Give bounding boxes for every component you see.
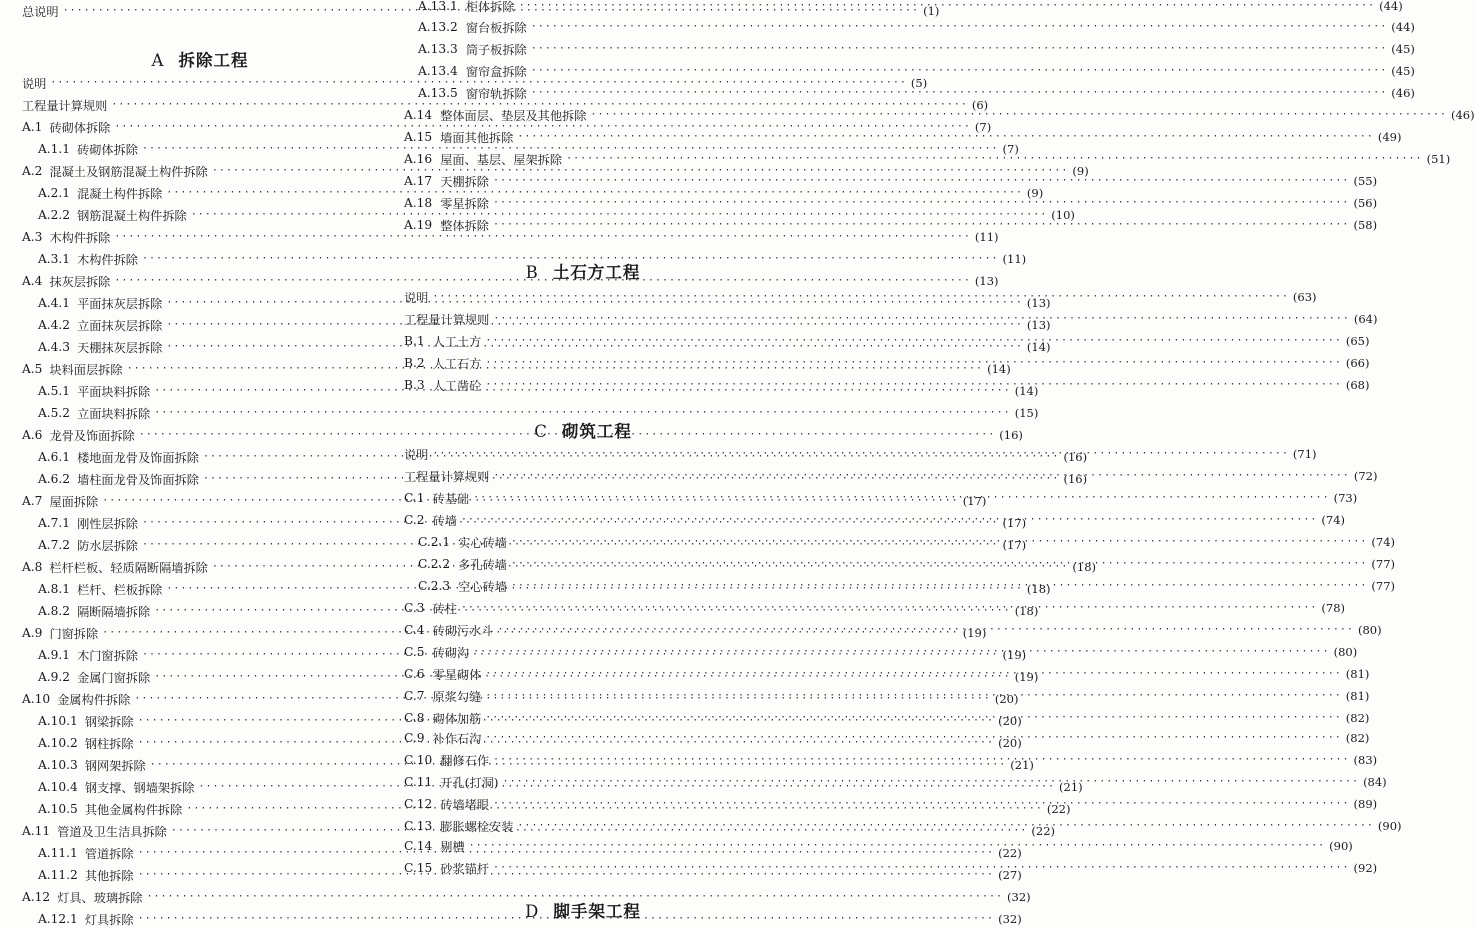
entry-title: 砖砌污水斗 [432,623,494,638]
leader-dots [493,858,1350,878]
entry-number: C.13 [404,819,433,833]
page-number: (15) [1014,406,1039,420]
entry-number: C.2 [404,513,425,527]
toc-entry [404,193,1378,213]
page-number: (22) [998,846,1022,860]
entry-number: C.8 [404,711,425,725]
page-number: (14) [1014,384,1039,398]
entry-number: A.1 [22,120,43,134]
entry-title: 栏杆栏板、轻质隔断隔墙拆除 [49,560,208,575]
section-heading [404,418,762,442]
entry-title: 立面块料拆除 [77,406,151,421]
entry-number: A.10 [22,692,51,706]
entry-title: 补作石沟 [432,731,482,746]
entry-title: 人工凿砼 [432,378,482,393]
leader-dots [511,554,1368,574]
entry-title: 龙骨及饰面拆除 [49,428,135,443]
page-number: (44) [1379,0,1403,13]
entry-number: A.13.3 [418,42,458,56]
page-number: (90) [1329,839,1353,853]
entry-title: 混凝土及钢筋混凝土构件拆除 [49,164,208,179]
section-letter: D [525,902,540,921]
page-number: (16) [999,428,1023,442]
leader-dots [531,83,1388,103]
page-number: (49) [1377,130,1402,144]
entry-number: C.3 [404,601,425,615]
leader-dots [531,39,1388,59]
entry-title: 原浆勾缝 [432,689,482,704]
page-number: (32) [1007,890,1031,904]
leader-dots [485,331,1342,351]
page-number: (64) [1353,312,1378,326]
leader-dots [485,708,1342,728]
entry-title: 钢网架拆除 [84,758,146,773]
page-number: (45) [1391,42,1415,56]
page-number: (72) [1353,469,1378,483]
entry-number: A.15 [404,130,433,144]
entry-title: 灯具、玻璃拆除 [57,890,143,905]
leader-dots [473,642,1330,662]
entry-number: A.5.2 [38,406,71,420]
entry-title: 剔槽 [440,839,465,854]
leader-dots [461,510,1318,530]
page-number: (82) [1345,731,1370,745]
entry-title: 砖墙 [432,513,457,528]
entry-title: 零星砌体 [432,667,482,682]
page-number: (68) [1345,378,1370,392]
leader-dots [497,620,1354,640]
entry-title: 柜体拆除 [465,0,515,14]
entry-number: A.13.5 [418,86,458,100]
entry-number: A.9.1 [38,648,71,662]
page-number: (58) [1353,218,1378,232]
entry-title: 窗帘盒拆除 [465,64,527,79]
section-letter: A [151,51,165,70]
page-number: (14) [1026,340,1051,354]
entry-number: 说明 [22,76,47,91]
page-number: (21) [1059,780,1083,794]
page-number: (81) [1345,667,1370,681]
section-title: 土石方工程 [552,263,641,282]
leader-dots [493,309,1350,329]
entry-number: 总说明 [22,4,59,19]
page-number: (20) [998,736,1022,750]
page-number: (80) [1357,623,1382,637]
entry-title: 钢柱拆除 [84,736,134,751]
entry-title: 砖柱 [432,601,457,616]
entry-number: A.8 [22,560,43,574]
page-number: (83) [1353,753,1378,767]
entry-title: 砖砌沟 [432,645,470,660]
entry-title: 空心砖墙 [458,579,507,594]
entry-number: A.4 [22,274,43,288]
entry-title: 抹灰层拆除 [49,274,111,289]
entry-number: A.9.2 [38,670,71,684]
leader-dots [469,836,1326,856]
entry-number: A.6.2 [38,472,71,486]
page-number: (14) [987,362,1011,376]
leader-dots [503,772,1360,792]
leader-dots [519,0,1376,16]
entry-number: C.5 [404,645,425,659]
toc-entry [22,403,1039,423]
toc-entry [404,61,1415,81]
leader-dots [485,728,1342,748]
leader-dots [493,466,1350,486]
entry-number: C.12 [404,797,433,811]
entry-title: 金属门窗拆除 [77,670,151,685]
page-number: (90) [1377,819,1402,833]
section-heading [22,47,378,71]
entry-number: A.6.1 [38,450,71,464]
section-title: 砌筑工程 [561,422,632,441]
entry-title: 砖基础 [432,491,470,506]
entry-title: 砌体加筋 [432,711,482,726]
entry-number: A.3.1 [38,252,71,266]
entry-title: 栏杆、栏板拆除 [77,582,163,597]
leader-dots [473,488,1330,508]
page-number: (7) [974,120,992,134]
entry-number: C.6 [404,667,425,681]
page-number: (27) [998,868,1022,882]
leader-dots [493,215,1350,235]
entry-title: 开孔(打洞) [440,775,499,790]
entry-number: C.1 [404,491,425,505]
page-number: (19) [1014,670,1039,684]
entry-number: A.10.3 [38,758,78,772]
leader-dots [432,287,1289,307]
page-number: (20) [998,714,1022,728]
entry-title: 平面块料拆除 [77,384,151,399]
entry-number: A.4.3 [38,340,71,354]
entry-title: 屋面、基层、屋架拆除 [440,152,563,167]
toc-entry [404,105,1475,125]
entry-number: C.7 [404,689,425,703]
page-number: (18) [1026,582,1051,596]
page-number: (22) [1046,802,1071,816]
page-number: (20) [994,692,1019,706]
entry-number: A.9 [22,626,43,640]
entry-number: C.11 [404,775,433,789]
entry-title: 隔断隔墙拆除 [77,604,151,619]
leader-dots [485,375,1342,395]
page-number: (89) [1353,797,1378,811]
page-number: (6) [971,98,989,112]
page-number: (17) [962,494,987,508]
entry-title: 窗帘轨拆除 [465,86,527,101]
page-number: (16) [1063,450,1088,464]
entry-number: A.14 [404,108,433,122]
entry-number: C.10 [404,753,433,767]
entry-title: 人工土方 [432,334,482,349]
leader-dots [590,105,1447,125]
page-number: (74) [1321,513,1346,527]
leader-dots [493,193,1350,213]
entry-title: 钢梁拆除 [84,714,134,729]
page-number: (80) [1333,645,1358,659]
entry-number: C.9 [404,731,425,745]
section-title: 拆除工程 [178,51,249,70]
entry-number: A.8.2 [38,604,71,618]
entry-number: A.10.4 [38,780,78,794]
entry-title: 实心砖墙 [458,535,507,550]
entry-number: A.18 [404,196,433,210]
entry-number: C.14 [404,839,433,853]
section-letter: C [534,422,548,441]
page-number: (66) [1345,356,1370,370]
entry-title: 刚性层拆除 [77,516,138,531]
entry-number: A.10.5 [38,802,78,816]
leader-dots [485,353,1342,373]
entry-title: 零星拆除 [440,196,489,211]
leader-dots [485,664,1342,684]
page-number: (11) [1002,252,1027,266]
entry-title: 立面抹灰层拆除 [77,318,163,333]
entry-number: B.3 [404,378,425,392]
entry-title: 管道拆除 [84,846,134,861]
entry-title: 木构件拆除 [49,230,111,245]
page-number: (18) [1072,560,1096,574]
leader-dots [531,61,1388,81]
entry-number: A.13.1 [418,0,458,13]
section-heading [404,898,762,922]
page-number: (92) [1353,861,1378,875]
toc-entry [22,227,999,247]
entry-number: A.11 [22,824,51,838]
page-number: (7) [1002,142,1019,156]
entry-number: A.13.2 [418,20,458,34]
entry-title: 金属构件拆除 [57,692,131,707]
entry-title: 块料面层拆除 [49,362,123,377]
page-number: (22) [1031,824,1055,838]
page-number: (19) [1002,648,1027,662]
entry-number: C.4 [404,623,425,637]
entry-title: 管道及卫生洁具拆除 [57,824,167,839]
page-number: (44) [1391,20,1415,34]
entry-title: 木门窗拆除 [77,648,138,663]
entry-title: 整体面层、垫层及其他拆除 [440,108,587,123]
leader-dots [432,444,1289,464]
entry-title: 钢支撑、钢墙架拆除 [84,780,195,795]
page-number: (71) [1292,447,1317,461]
page-number: (45) [1391,64,1415,78]
entry-number: C.15 [404,861,433,875]
entry-number: A.2.1 [38,186,71,200]
toc-entry [404,39,1415,59]
entry-number: A.8.1 [38,582,71,596]
entry-title: 窗台板拆除 [465,20,527,35]
entry-number: A.5 [22,362,43,376]
page-number: (51) [1426,152,1451,166]
entry-title: 灯具拆除 [84,912,134,927]
page-number: (11) [974,230,999,244]
entry-number: A.11.1 [38,846,78,860]
entry-number: A.7.2 [38,538,71,552]
page-number: (16) [1063,472,1088,486]
leader-dots [511,532,1368,552]
leader-dots [566,149,1423,169]
entry-title: 整体拆除 [440,218,489,233]
entry-number: B.2 [404,356,425,370]
leader-dots [531,17,1388,37]
entry-title: 门窗拆除 [49,626,99,641]
page-number: (19) [962,626,987,640]
entry-title: 其他金属构件拆除 [84,802,183,817]
page-number: (73) [1333,491,1358,505]
entry-title: 其他拆除 [84,868,134,883]
toc-entry [404,17,1415,37]
leader-dots [517,127,1374,147]
entry-title: 楼地面龙骨及饰面拆除 [77,450,199,465]
section-title: 脚手架工程 [553,902,641,921]
entry-number: B.1 [404,334,425,348]
page-number: (13) [1026,296,1051,310]
page-number: (55) [1353,174,1378,188]
entry-title: 砖墙堵眼 [440,797,490,812]
page-number: (13) [1026,318,1051,332]
entry-number: A.1.1 [38,142,71,156]
entry-number: A.10.2 [38,736,78,750]
entry-title: 墙面其他拆除 [440,130,514,145]
page-number: (63) [1292,290,1317,304]
entry-number: A.12 [22,890,51,904]
entry-number: A.2.2 [38,208,71,222]
entry-number: A.3 [22,230,43,244]
leader-dots [493,750,1350,770]
entry-number: A.7.1 [38,516,71,530]
entry-title: 墙柱面龙骨及饰面拆除 [77,472,199,487]
page-number: (46) [1391,86,1415,100]
page-number: (9) [1072,164,1089,178]
entry-number: C.2.3 [418,579,451,593]
entry-title: 翻修石作 [440,753,490,768]
entry-title: 膨胀螺栓安装 [440,819,514,834]
page-number: (46) [1450,108,1475,122]
toc-entry [404,171,1378,191]
entry-title: 混凝土构件拆除 [77,186,163,201]
leader-dots [461,598,1318,618]
leader-dots [511,576,1368,596]
entry-number: A.16 [404,152,433,166]
entry-title: 屋面拆除 [49,494,99,509]
entry-number: A.4.1 [38,296,71,310]
entry-title: 平面抹灰层拆除 [77,296,163,311]
entry-title: 木构件拆除 [77,252,138,267]
entry-title: 砖砌体拆除 [49,120,111,135]
page-number: (77) [1371,579,1396,593]
page-number: (17) [1002,516,1027,530]
toc-entry [404,0,1403,16]
entry-title: 多孔砖墙 [458,557,507,572]
entry-title: 天棚抹灰层拆除 [77,340,163,355]
entry-title: 筒子板拆除 [465,42,527,57]
entry-number: A.7 [22,494,43,508]
page-number: (81) [1345,689,1370,703]
page-number: (13) [974,274,999,288]
entry-number: 说明 [404,290,429,305]
page-number: (74) [1371,535,1396,549]
entry-number: A.2 [22,164,43,178]
entry-number: A.17 [404,174,433,188]
entry-title: 砂浆锚杆 [440,861,490,876]
entry-number: 工程量计算规则 [404,312,490,327]
page-number: (1) [923,4,940,18]
page-number: (65) [1345,334,1370,348]
leader-dots [493,794,1350,814]
page-number: (82) [1345,711,1370,725]
entry-number: A.13.4 [418,64,458,78]
entry-title: 砖砌体拆除 [77,142,138,157]
entry-number: A.12.1 [38,912,78,926]
entry-number: A.11.2 [38,868,78,882]
entry-number: C.2.2 [418,557,451,571]
entry-title: 人工石方 [432,356,482,371]
toc-entry [22,887,1031,907]
section-letter: B [525,263,539,282]
entry-number: A.5.1 [38,384,71,398]
page-number: (17) [1002,538,1027,552]
entry-title: 防水层拆除 [77,538,138,553]
entry-number: 工程量计算规则 [22,98,108,113]
entry-number: A.19 [404,218,433,232]
page-number: (78) [1321,601,1346,615]
toc-entry [404,149,1451,169]
toc-entry [404,83,1415,103]
section-heading [404,259,762,283]
page-number: (84) [1363,775,1387,789]
page-number: (32) [998,912,1022,926]
entry-number: A.10.1 [38,714,78,728]
entry-number: 工程量计算规则 [404,469,490,484]
page-number: (9) [1026,186,1044,200]
entry-number: C.2.1 [418,535,451,549]
toc-entry [22,249,1027,269]
page-number: (5) [910,76,928,90]
entry-number: 说明 [404,447,429,462]
entry-title: 天棚拆除 [440,174,489,189]
page-number: (10) [1051,208,1075,222]
entry-number: A.4.2 [38,318,71,332]
leader-dots [493,171,1350,191]
leader-dots [485,686,1342,706]
leader-dots [517,816,1374,836]
page-number: (18) [1014,604,1039,618]
entry-number: A.6 [22,428,43,442]
entry-title: 钢筋混凝土构件拆除 [77,208,187,223]
page-number: (21) [1010,758,1034,772]
page-number: (77) [1371,557,1396,571]
toc-entry [404,127,1402,147]
page-number: (56) [1353,196,1378,210]
